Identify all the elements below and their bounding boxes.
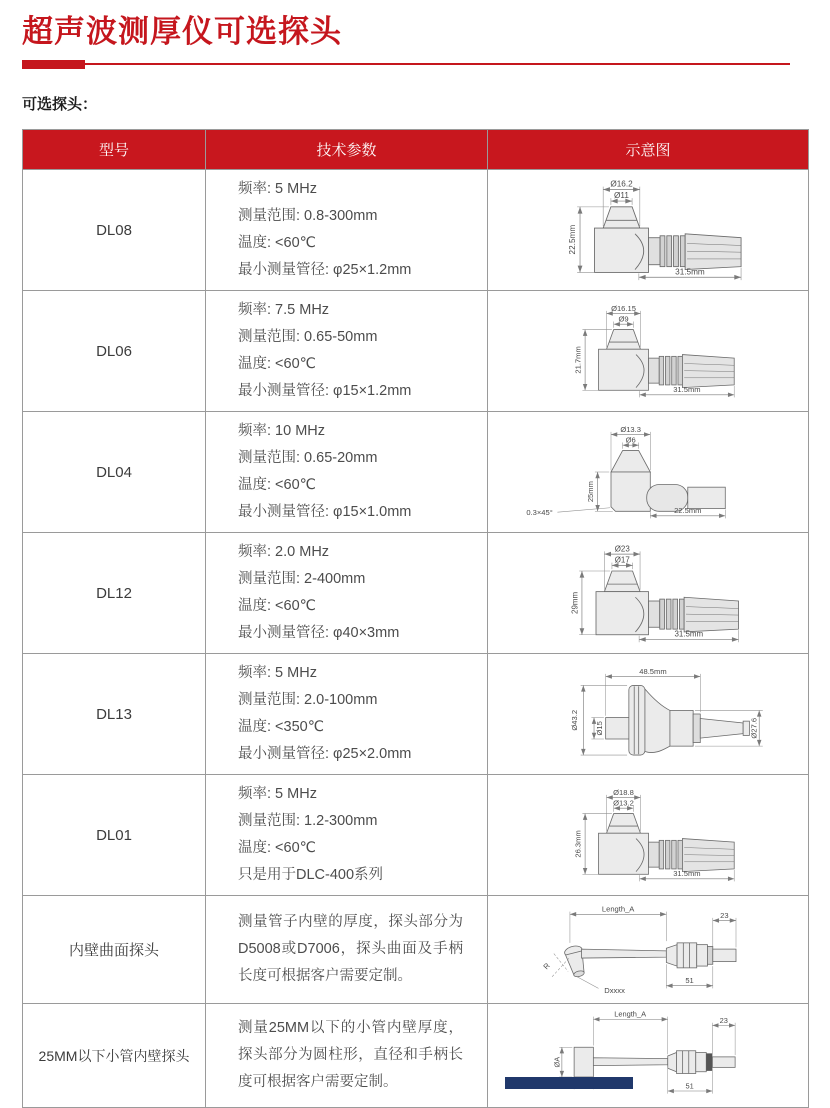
model-cell: DL12 bbox=[23, 533, 206, 654]
dimension-label: 0.3×45° bbox=[525, 507, 553, 517]
spec-paragraph: 测量25MM以下的小管内壁厚度，探头部分为圆柱形，直径和手柄长度可根据客户需要定制。 bbox=[238, 1020, 463, 1090]
diagram-cell bbox=[488, 291, 809, 412]
dimension-label: Ø23 bbox=[614, 543, 630, 553]
spec-line: 频率: 2.0 MHz bbox=[238, 544, 330, 560]
dimension-label: 23 bbox=[719, 1015, 728, 1025]
dimension-label: 31.5mm bbox=[672, 385, 701, 395]
spec-line: 温度: <350℃ bbox=[238, 719, 325, 735]
specs-cell bbox=[206, 654, 488, 775]
footer-bar bbox=[505, 1077, 633, 1089]
underline-thin-segment bbox=[22, 63, 790, 65]
spec-line: 最小测量管径: φ40×3mm bbox=[238, 625, 400, 641]
dimension-label: Length_A bbox=[601, 904, 634, 914]
probe-diagram bbox=[491, 664, 806, 764]
table-row-dl01 bbox=[23, 775, 809, 896]
probe-table bbox=[22, 129, 809, 1108]
dimension-label: Ø17 bbox=[614, 555, 630, 565]
dimension-label: Ø15 bbox=[594, 721, 604, 736]
probe-diagram bbox=[491, 1007, 806, 1105]
dimension-label: 22.5mm bbox=[567, 224, 577, 255]
dimension-label: 31.5mm bbox=[673, 629, 703, 639]
table-row-dl08 bbox=[23, 170, 809, 291]
specs-cell bbox=[206, 412, 488, 533]
table-row-inner-wall-curved bbox=[23, 896, 809, 1004]
probe-diagram bbox=[491, 176, 806, 284]
spec-line: 测量范围: 2-400mm bbox=[238, 571, 366, 587]
dimension-label: Dxxxx bbox=[603, 985, 625, 995]
spec-line: 最小测量管径: φ25×2.0mm bbox=[238, 746, 412, 762]
spec-line: 温度: <60℃ bbox=[238, 356, 316, 372]
dimension-label: 21.7mm bbox=[573, 346, 583, 374]
section-label: 可选探头： bbox=[22, 96, 98, 113]
specs-cell bbox=[206, 775, 488, 896]
spec-line: 频率: 5 MHz bbox=[238, 665, 317, 681]
dimension-label: Ø11 bbox=[613, 191, 629, 201]
model-cell: DL13 bbox=[23, 654, 206, 775]
spec-line: 频率: 5 MHz bbox=[238, 181, 317, 197]
dimension-label: Ø6 bbox=[625, 435, 636, 445]
header-model: 型号 bbox=[23, 130, 206, 170]
specs-cell bbox=[206, 896, 488, 1004]
specs-cell bbox=[206, 170, 488, 291]
diagram-cell bbox=[488, 654, 809, 775]
table-row-dl04 bbox=[23, 412, 809, 533]
dimension-label: Ø16.15 bbox=[610, 303, 636, 313]
spec-paragraph: 测量管子内壁的厚度，探头部分为D5008或D7006，探头曲面及手柄长度可根据客户需要定制。 bbox=[238, 914, 463, 984]
dimension-label: Length_A bbox=[613, 1009, 646, 1019]
header-specs: 技术参数 bbox=[206, 130, 488, 170]
model-cell: DL08 bbox=[23, 170, 206, 291]
title-underline bbox=[22, 60, 790, 69]
page-title: 超声波测厚仪可选探头 bbox=[22, 14, 342, 49]
diagram-cell bbox=[488, 1004, 809, 1108]
probe-diagram bbox=[491, 301, 806, 401]
dimension-label: Ø13.2 bbox=[612, 798, 634, 808]
dimension-label: Ø9 bbox=[617, 314, 629, 324]
model-cell: DL01 bbox=[23, 775, 206, 896]
table-row-small-pipe-probe bbox=[23, 1004, 809, 1108]
spec-line: 频率: 7.5 MHz bbox=[238, 302, 330, 318]
dimension-label: 48.5mm bbox=[638, 666, 667, 676]
spec-line: 测量范围: 0.65-20mm bbox=[238, 450, 378, 466]
spec-line: 温度: <60℃ bbox=[238, 235, 316, 251]
specs-cell bbox=[206, 533, 488, 654]
table-row-dl06 bbox=[23, 291, 809, 412]
dimension-label: 29mm bbox=[569, 591, 579, 614]
page bbox=[0, 14, 830, 1108]
probe-diagram bbox=[491, 422, 806, 522]
probe-diagram bbox=[491, 785, 806, 885]
header-diagram: 示意图 bbox=[488, 130, 809, 170]
diagram-cell bbox=[488, 775, 809, 896]
specs-cell bbox=[206, 1004, 488, 1108]
model-cell: 内壁曲面探头 bbox=[23, 896, 206, 1004]
table-row-dl13 bbox=[23, 654, 809, 775]
spec-line: 测量范围: 0.8-300mm bbox=[238, 208, 378, 224]
spec-line: 最小测量管径: φ25×1.2mm bbox=[238, 262, 412, 278]
dimension-label: 22.5mm bbox=[673, 506, 701, 516]
dimension-label: Ø18.8 bbox=[612, 787, 634, 797]
spec-line: 温度: <60℃ bbox=[238, 598, 316, 614]
diagram-cell bbox=[488, 533, 809, 654]
diagram-cell bbox=[488, 412, 809, 533]
spec-line: 测量范围: 0.65-50mm bbox=[238, 329, 378, 345]
spec-line: 频率: 10 MHz bbox=[238, 423, 326, 439]
table-row-dl12 bbox=[23, 533, 809, 654]
spec-line: 测量范围: 2.0-100mm bbox=[238, 692, 378, 708]
spec-line: 最小测量管径: φ15×1.2mm bbox=[238, 383, 412, 399]
dimension-label: 23 bbox=[719, 910, 729, 920]
dimension-label: Ø16.2 bbox=[609, 179, 633, 189]
dimension-label: ØA bbox=[551, 1056, 561, 1067]
probe-diagram bbox=[491, 900, 806, 1000]
model-cell: 25MM以下小管内壁探头 bbox=[23, 1004, 206, 1108]
dimension-label: 26.3mm bbox=[573, 830, 583, 858]
underline-thick-segment bbox=[22, 60, 85, 69]
dimension-label: 51 bbox=[684, 1080, 694, 1090]
model-cell: DL04 bbox=[23, 412, 206, 533]
probe-diagram bbox=[491, 541, 806, 646]
model-cell: DL06 bbox=[23, 291, 206, 412]
spec-line: 频率: 5 MHz bbox=[238, 786, 317, 802]
spec-line: 只是用于DLC-400系列 bbox=[238, 867, 384, 883]
spec-line: 温度: <60℃ bbox=[238, 477, 316, 493]
dimension-label: 51 bbox=[684, 975, 694, 985]
spec-line: 最小测量管径: φ15×1.0mm bbox=[238, 504, 412, 520]
dimension-label: R bbox=[540, 960, 552, 971]
dimension-label: 31.5mm bbox=[674, 267, 705, 277]
specs-cell bbox=[206, 291, 488, 412]
spec-line: 温度: <60℃ bbox=[238, 840, 316, 856]
table-header-row bbox=[23, 130, 809, 170]
diagram-cell bbox=[488, 170, 809, 291]
dimension-label: Ø43.2 bbox=[569, 709, 579, 731]
diagram-cell bbox=[488, 896, 809, 1004]
dimension-label: 25mm bbox=[585, 481, 595, 503]
dimension-label: Ø13.3 bbox=[619, 424, 641, 434]
dimension-label: 31.5mm bbox=[672, 869, 701, 879]
dimension-label: Ø27.6 bbox=[749, 717, 759, 739]
spec-line: 测量范围: 1.2-300mm bbox=[238, 813, 378, 829]
